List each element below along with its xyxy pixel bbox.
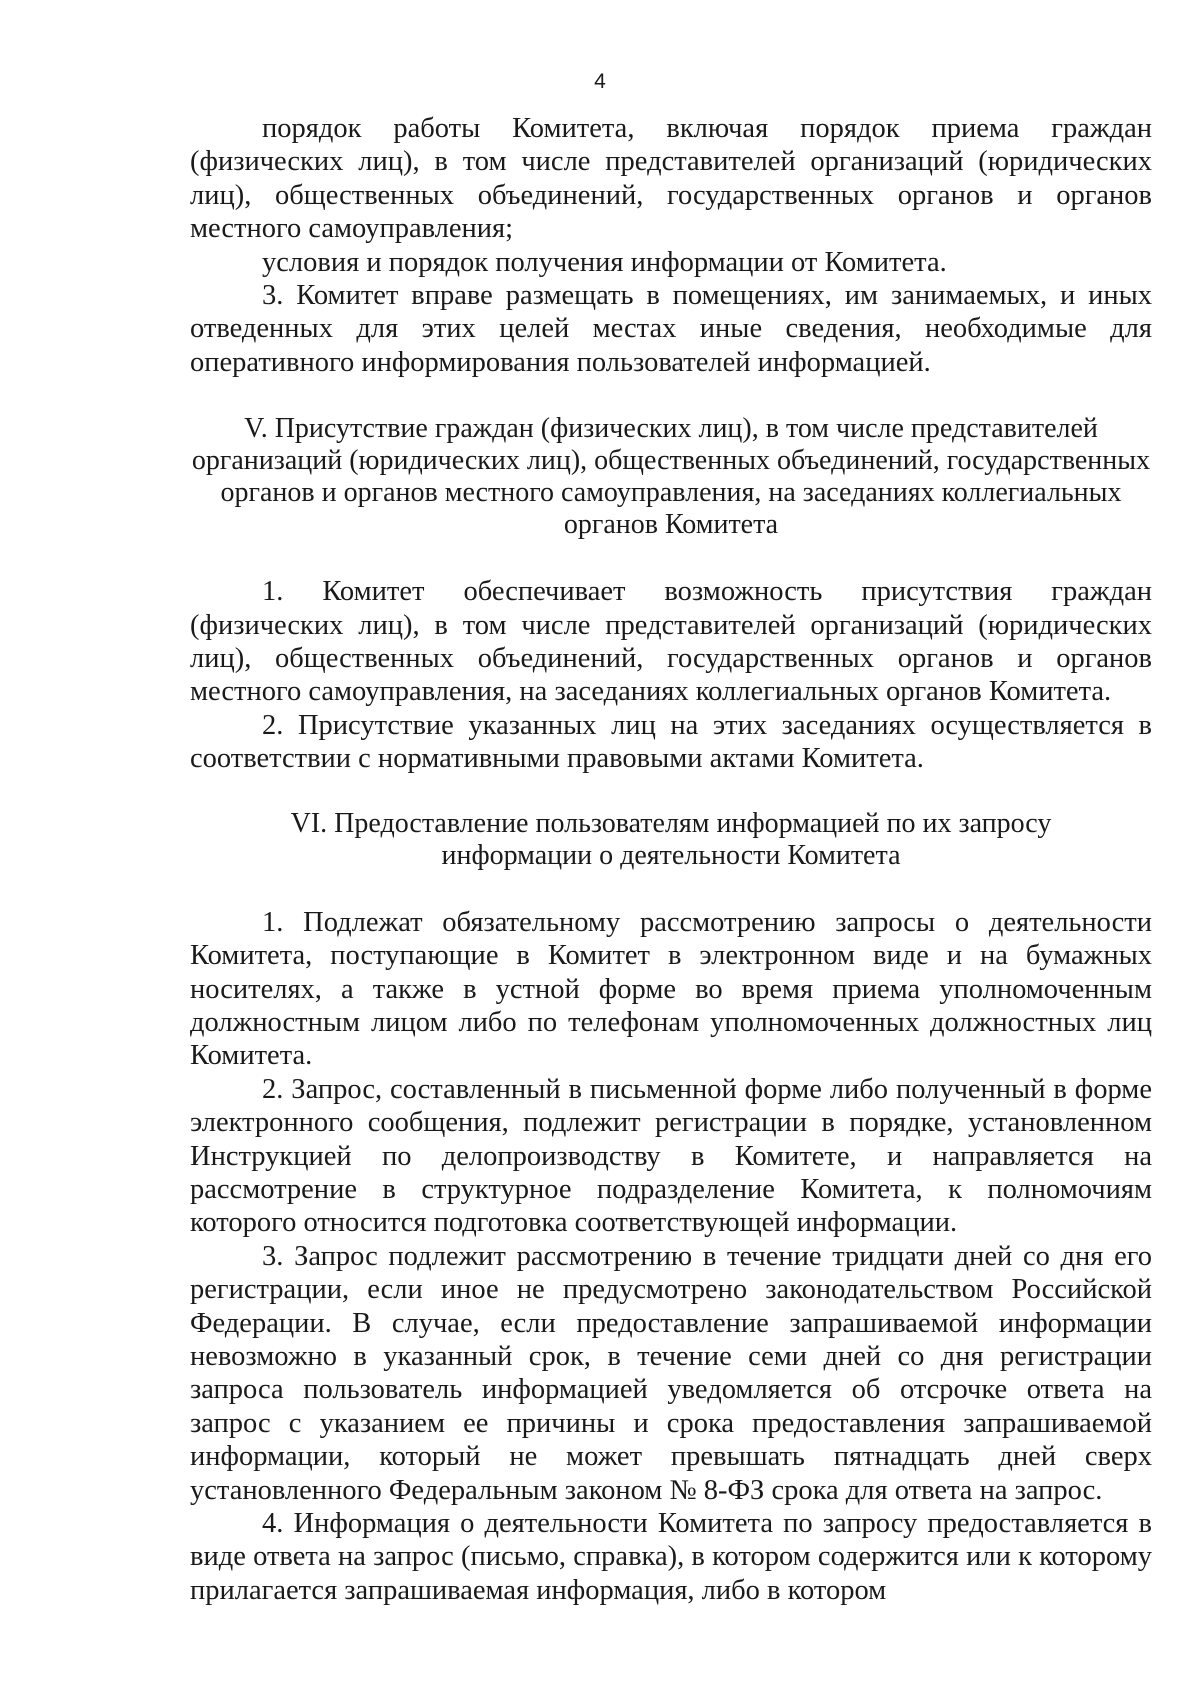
section-vi-paragraph-1: 1. Подлежат обязательному рассмотрению запросы о деятельности Комитета, поступающие в Комитет в электронном виде и на бумажных носителях, а также в устной форме во время приема уполномоченным должностным лицом либо по телефонам уполномоченных должностных лиц Комитета. — [190, 906, 1152, 1072]
section-v-paragraph-2: 2. Присутствие указанных лиц на этих заседаниях осуществляется в соответствии с нормативными правовыми актами Комитета. — [190, 709, 1152, 775]
section-spacer — [190, 776, 1152, 808]
paragraph-premises-info: 3. Комитет вправе размещать в помещениях, им занимаемых, и иных отведенных для этих целей местах иные сведения, необходимые для оперативного информирования пользователей информацией. — [190, 280, 1152, 378]
section-spacer — [190, 872, 1152, 906]
section-vi-paragraph-2: 2. Запрос, составленный в письменной форме либо полученный в форме электронного сообщения, подлежит регистрации в порядке, установленном Инструкцией по делопроизводству в Комитете, и направляется на рассмотрение в структурное подразделение Комитета, к полномочиям которого относится подготовка соответствующей информации. — [190, 1073, 1152, 1239]
document-body — [190, 112, 1152, 1607]
section-v-heading: V. Присутствие граждан (физических лиц), в том числе представителей организаций (юридических лиц), общественных объединений, государственных органов и органов местного самоуправления, на заседаниях коллегиальных органов Комитета — [191, 413, 1151, 541]
section-vi-paragraph-4: 4. Информация о деятельности Комитета по запросу предоставляется в виде ответа на запрос (письмо, справка), в котором содержится или к которому прилагается запрашиваемая информация, либо в котором — [190, 1508, 1152, 1606]
section-spacer — [190, 541, 1152, 575]
section-vi-paragraph-3: 3. Запрос подлежит рассмотрению в течение тридцати дней со дня его регистрации, если иное не предусмотрено законодательством Российской Федерации. В случае, если предоставление запрашиваемой информации невозможно в указанный срок, в течение семи дней со дня регистрации запроса пользователь информацией уведомляется об отсрочке ответа на запрос с указанием ее причины и срока предоставления запрашиваемой информации, который не может превышать пятнадцать дней сверх установленного Федеральным законом № 8-ФЗ срока для ответа на запрос. — [190, 1240, 1152, 1506]
section-v-paragraph-1: 1. Комитет обеспечивает возможность присутствия граждан (физических лиц), в том числе представителей организаций (юридических лиц), общественных объединений, государственных органов и органов местного самоуправления, на заседаниях коллегиальных органов Комитета. — [190, 576, 1152, 708]
page-number: 4 — [594, 70, 606, 93]
paragraph-information-conditions: условия и порядок получения информации от Комитета. — [262, 246, 947, 278]
section-vi-heading: VI. Предоставление пользователям информацией по их запросу информации о деятельности Комитета — [290, 807, 1052, 871]
section-spacer — [190, 379, 1152, 413]
paragraph-work-procedure: порядок работы Комитета, включая порядок приема граждан (физических лиц), в том числе представителей организаций (юридических лиц), общественных объединений, государственных органов и органов местного самоуправления; — [190, 113, 1152, 245]
